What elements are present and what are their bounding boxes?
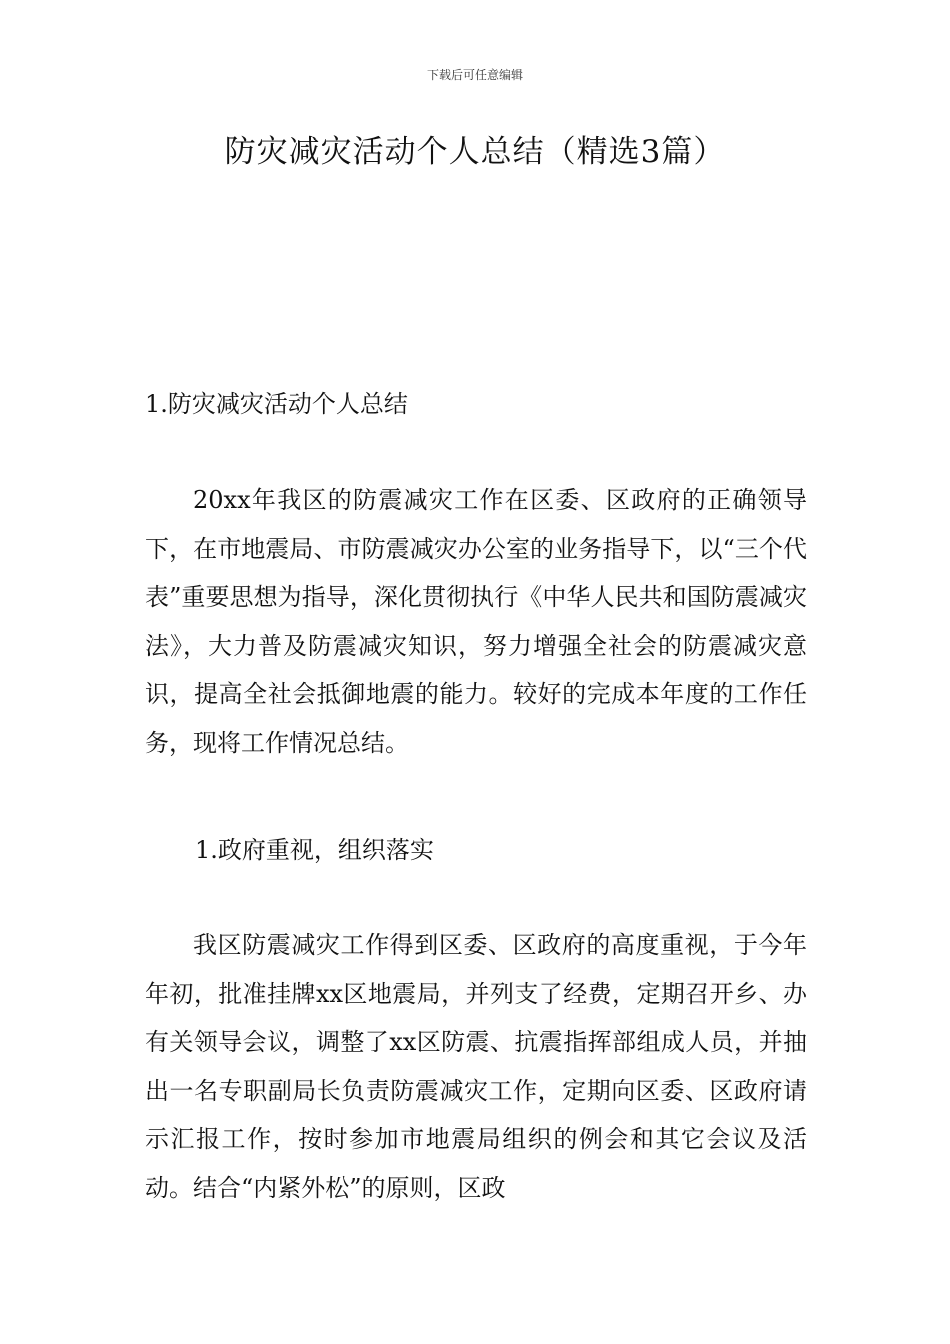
section-heading: 1.防灾减灾活动个人总结 <box>145 390 408 418</box>
header-note: 下载后可任意编辑 <box>426 68 523 82</box>
paragraph: 我区防震减灾工作得到区委、区政府的高度重视，于今年年初，批准挂牌xx区地震局，并列支了经费，定期召开乡、办有关领导会议，调整了xx区防震、抗震指挥部组成人员，并抽出一名专职副局长负责防震减灾工作，定期向区委、区政府请示汇报工作，按时参加市地震局组织的例会和其它会议及活动。结合“内紧外松”的原则，区政 <box>145 931 807 1202</box>
sub-heading: 1.政府重视，组织落实 <box>195 836 434 864</box>
paragraph: 20xx年我区的防震减灾工作在区委、区政府的正确领导下，在市地震局、市防震减灾办公室的业务指导下，以“三个代表”重要思想为指导，深化贯彻执行《中华人民共和国防震减灾法》，大力普及防震减灾知识，努力增强全社会的防震减灾意识，提高全社会抵御地震的能力。较好的完成本年度的工作任务，现将工作情况总结。 <box>145 486 807 757</box>
document-title: 防灾减灾活动个人总结（精选3篇） <box>224 134 726 170</box>
